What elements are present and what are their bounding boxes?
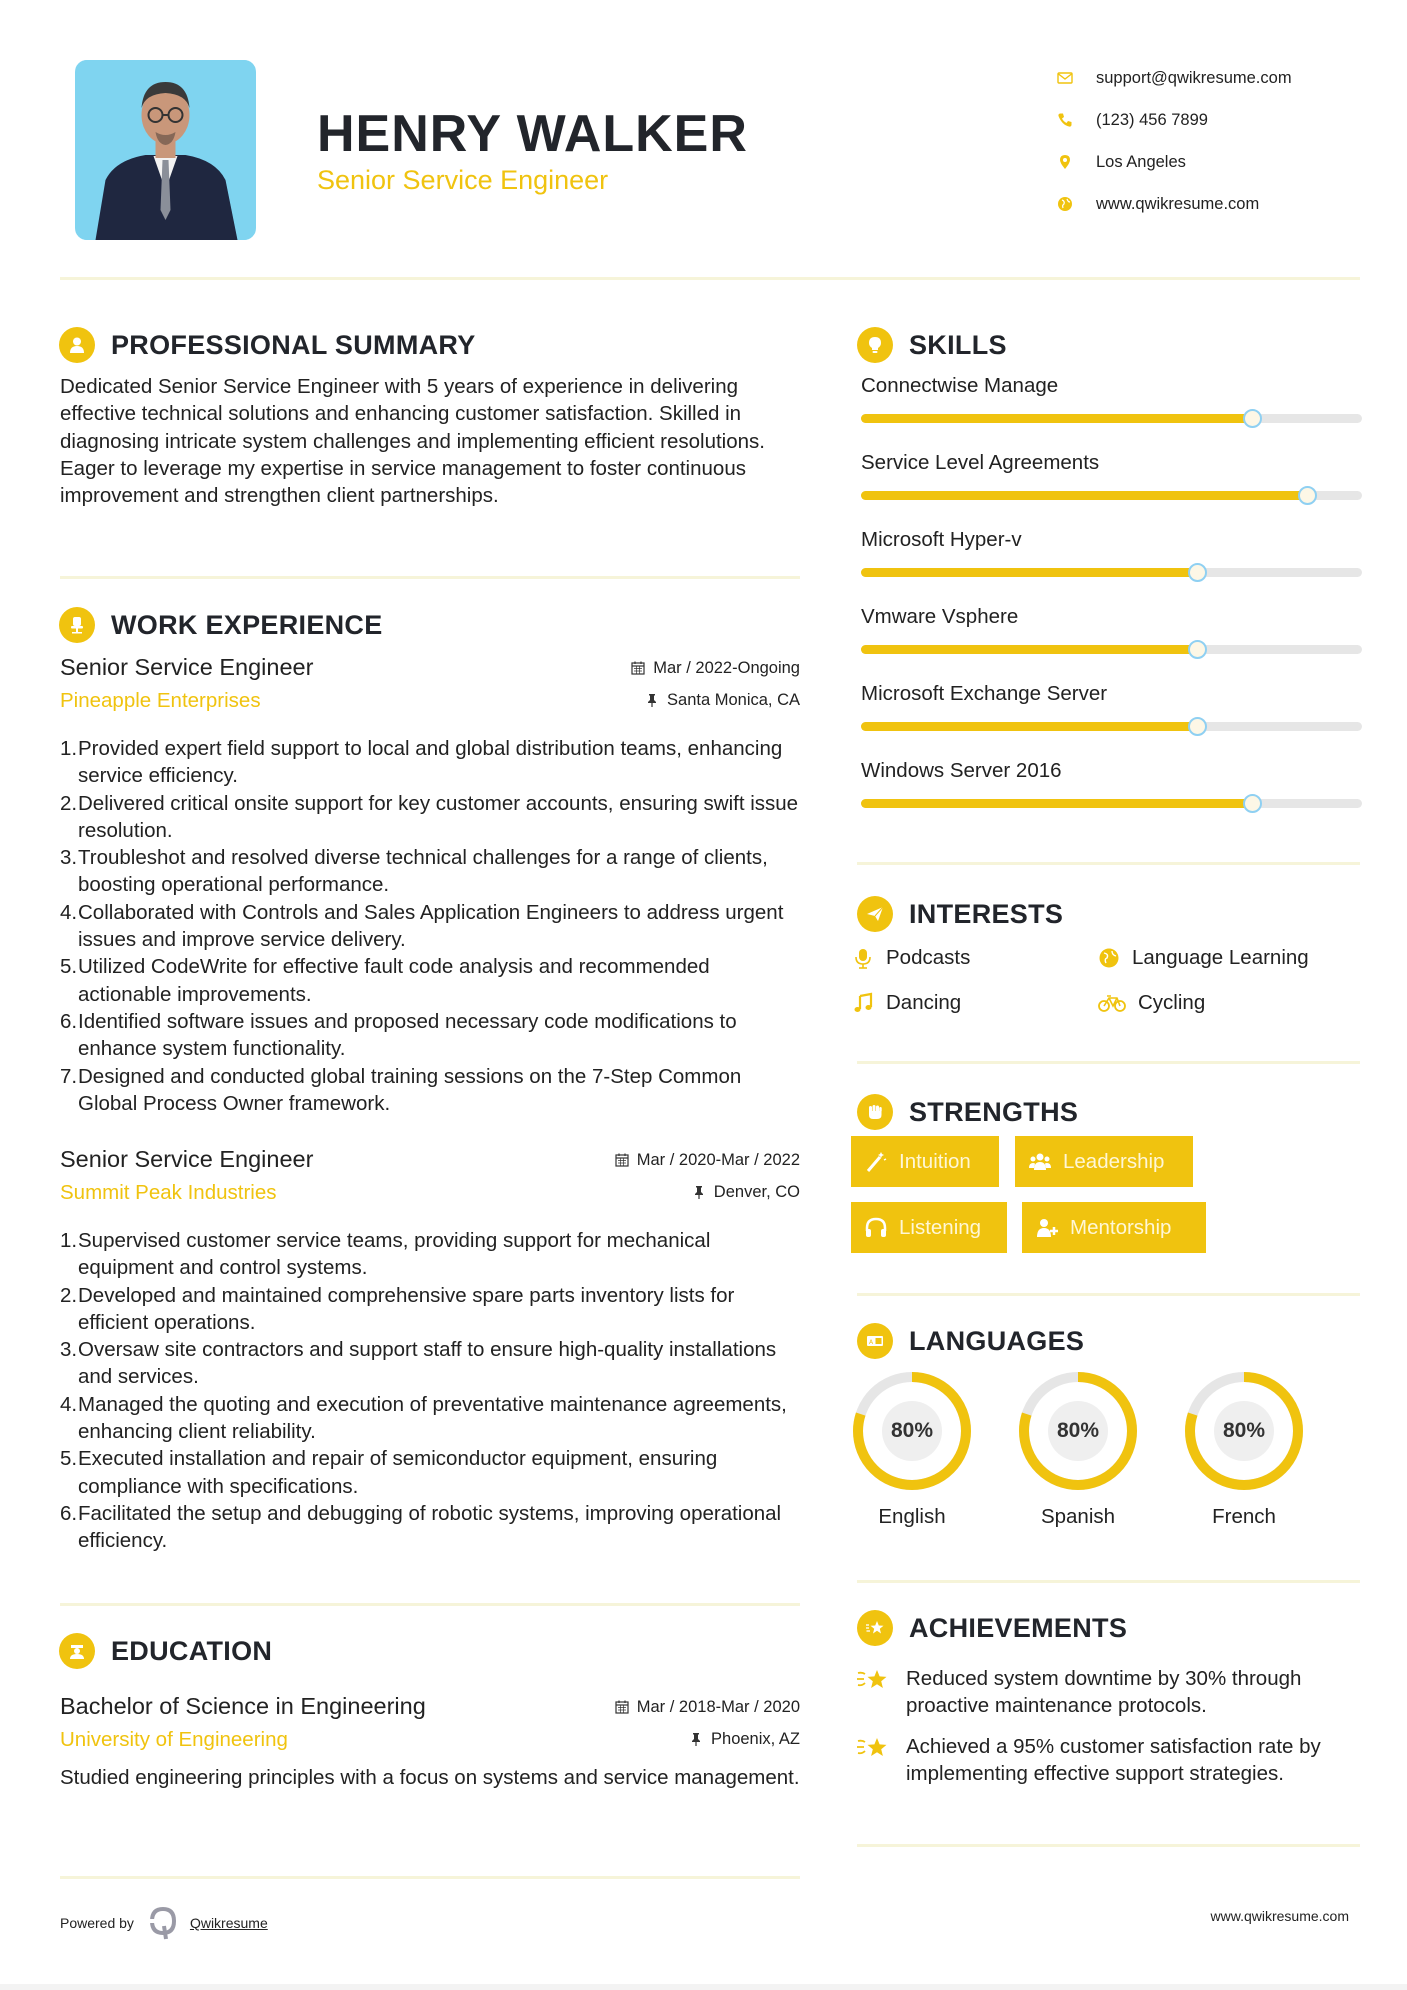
job-bullet: 4. Managed the quoting and execution of preventative maintenance agreements, enhancing client reliability. [60,1392,787,1444]
office-chair-icon [59,607,95,643]
job-bullets [60,735,800,1117]
experience-divider [60,1603,800,1606]
skill-fill [861,414,1252,423]
footer-powered-by [60,1906,268,1940]
calendar-icon [615,1700,629,1714]
job-bullet: 5. Executed installation and repair of semiconductor equipment, ensuring compliance with specifications. [60,1447,718,1498]
language-item [1016,1369,1140,1529]
contact-website[interactable] [1054,183,1292,225]
skill-item [861,605,1362,629]
profile-photo [75,60,256,240]
skill-item [861,682,1362,706]
job-bullet: 6. Identified software issues and proposed necessary code modifications to enhance system functionality. [60,1009,737,1061]
group-icon [1028,1150,1052,1174]
shooting-star-icon [857,1610,893,1646]
contact-phone[interactable] [1054,99,1292,141]
job-dates [615,1151,800,1170]
svg-text:A: A [869,1339,874,1346]
globe-icon [1098,947,1120,969]
strength-label: Listening [899,1215,982,1239]
phone-icon [1054,109,1076,131]
job-bullet: 7. Designed and conducted global training sessions on the 7-Step Common Global Process Owner framework. [60,1064,742,1115]
skill-slider[interactable] [861,645,1362,654]
skill-name: Windows Server 2016 [861,759,1062,782]
skill-fill [861,722,1197,731]
strengths-title: STRENGTHS [909,1096,1079,1127]
education-divider [60,1876,800,1879]
skill-knob[interactable] [1188,640,1207,659]
skill-knob[interactable] [1298,486,1317,505]
language-progress-ring [1182,1369,1306,1493]
interest-item [852,991,961,1015]
job-bullet: 4. Collaborated with Controls and Sales Application Engineers to address urgent issues and improve service delivery. [60,900,784,952]
summary-heading [59,327,476,363]
strengths-divider [857,1293,1360,1296]
skills-title: SKILLS [909,329,1007,360]
bicycle-icon [1098,992,1126,1014]
candidate-name: HENRY WALKER [317,105,748,163]
map-pin-icon [1054,151,1076,173]
job-bullets [60,1227,800,1555]
user-plus-icon [1035,1216,1059,1240]
skill-name: Vmware Vsphere [861,605,1019,628]
job-location-text: Denver, CO [713,1182,800,1201]
contact-email[interactable] [1054,57,1292,99]
job-title: Senior Service Engineer [60,1146,314,1172]
language-percent: 80% [1222,1419,1266,1442]
interests-title: INTERESTS [909,898,1064,929]
job-bullet: 3. Oversaw site contractors and support staff to ensure high-quality installations and services. [60,1338,777,1389]
experience-title: WORK EXPERIENCE [111,609,383,640]
job-bullet: 1. Supervised customer service teams, providing support for mechanical equipment and control systems. [60,1229,711,1280]
job-location [692,1183,800,1202]
school-name: University of Engineering [60,1728,288,1751]
globe-icon [1054,193,1076,215]
language-progress-ring [850,1369,974,1493]
shooting-star-icon [855,1735,889,1763]
person-portrait-icon [75,60,256,240]
strength-tag [851,1136,999,1187]
job-dates-text: Mar / 2022-Ongoing [653,658,800,677]
music-note-icon [852,992,874,1014]
skill-name: Connectwise Manage [861,374,1059,397]
job-bullet: 2. Delivered critical onsite support for key customer accounts, ensuring swift issue resolution. [60,791,799,842]
job-bullet: 6. Facilitated the setup and debugging of robotic systems, improving operational efficiency. [60,1501,782,1553]
strength-tag [1015,1136,1193,1187]
interests-divider [857,1061,1360,1064]
skill-fill [861,568,1197,577]
language-name: French [1212,1505,1276,1528]
magic-wand-icon [864,1150,888,1174]
skill-knob[interactable] [1243,409,1262,428]
skill-name: Microsoft Exchange Server [861,682,1108,705]
language-name: English [878,1505,946,1528]
header-divider [60,277,1360,280]
achievement-item [855,1665,1365,1720]
skill-knob[interactable] [1188,563,1207,582]
language-icon [857,1323,893,1359]
candidate-title: Senior Service Engineer [317,165,609,195]
skill-item [861,374,1362,398]
strength-label: Leadership [1063,1149,1165,1173]
strength-label: Intuition [899,1149,971,1173]
skill-fill [861,491,1307,500]
calendar-icon [615,1153,629,1167]
education-location [689,1730,800,1749]
job-bullet: 1. Provided expert field support to local and global distribution teams, enhancing service efficiency. [60,737,783,788]
interest-label: Language Learning [1132,946,1309,969]
interest-item [1098,991,1205,1015]
job-location-text: Santa Monica, CA [667,690,800,709]
education-dates-text: Mar / 2018-Mar / 2020 [636,1697,800,1716]
job-company: Summit Peak Industries [60,1181,277,1204]
graduate-icon [59,1633,95,1669]
language-percent: 80% [890,1419,934,1442]
achievement-text: Reduced system downtime by 30% through proactive maintenance protocols. [906,1667,1302,1718]
envelope-icon [1054,67,1076,89]
achievement-item [855,1733,1365,1788]
skill-name: Microsoft Hyper-v [861,528,1022,551]
language-percent: 80% [1056,1419,1100,1442]
interest-item [1098,946,1309,970]
skills-heading [857,327,1007,363]
job-bullet: 2. Developed and maintained comprehensive spare parts inventory lists for efficient operations. [60,1283,735,1334]
paper-plane-icon [857,896,893,932]
strength-tag [851,1202,1007,1253]
job-dates [631,659,800,678]
interest-label: Podcasts [886,946,971,969]
qwikresume-link[interactable]: Qwikresume [189,1915,268,1931]
education-entry [60,1693,800,1791]
contact-email-text: support@qwikresume.com [1096,68,1292,87]
skill-knob[interactable] [1188,717,1207,736]
contact-list [1054,57,1292,225]
strength-tag [1022,1202,1206,1253]
job-title: Senior Service Engineer [60,654,314,680]
fist-icon [857,1094,893,1130]
skill-item [861,528,1362,552]
job-location [645,691,800,710]
interests-heading [857,896,1063,932]
interest-item [852,946,970,970]
skill-slider[interactable] [861,799,1362,808]
calendar-icon [631,661,645,675]
education-title: EDUCATION [111,1635,273,1666]
skill-fill [861,645,1197,654]
languages-divider [857,1580,1360,1583]
education-description: Studied engineering principles with a focus on systems and service management. [60,1766,800,1789]
pushpin-icon [689,1732,703,1746]
page-bottom-edge [0,1984,1407,1990]
job-dates-text: Mar / 2020-Mar / 2022 [636,1150,800,1169]
degree-title: Bachelor of Science in Engineering [60,1693,426,1719]
education-heading [59,1633,272,1669]
language-item [1182,1369,1306,1529]
interest-label: Cycling [1138,991,1206,1014]
job-bullet: 3. Troubleshot and resolved diverse technical challenges for a range of clients, boosting operational performance. [60,846,768,897]
education-dates [615,1698,800,1717]
skill-fill [861,799,1252,808]
microphone-icon [852,947,874,969]
shooting-star-icon [855,1667,889,1695]
pushpin-icon [692,1185,706,1199]
user-icon [59,327,95,363]
summary-divider [60,576,800,579]
achievement-text: Achieved a 95% customer satisfaction rate by implementing effective support strategies. [906,1735,1321,1786]
contact-phone-text: (123) 456 7899 [1096,110,1208,129]
headphones-icon [864,1216,888,1240]
language-progress-ring [1016,1369,1140,1493]
experience-heading [59,607,383,643]
achievements-heading [857,1610,1127,1646]
qwikresume-logo-icon [148,1906,178,1940]
contact-location [1054,141,1292,183]
summary-text: Dedicated Senior Service Engineer with 5 years of experience in delivering effective technical solutions and enhancing customer satisfaction. Skilled in diagnosing intricate system challenges and implementing efficient resolutions. Eager to leverage my expertise in service management to foster continuous improvement and strengthen client partnerships. [60,375,765,508]
contact-website-text: www.qwikresume.com [1096,194,1260,213]
languages-title: LANGUAGES [909,1325,1085,1356]
skill-slider[interactable] [861,568,1362,577]
lightbulb-icon [857,327,893,363]
pushpin-icon [645,693,659,707]
education-location-text: Phoenix, AZ [711,1729,800,1748]
language-name: Spanish [1040,1505,1116,1528]
languages-heading [857,1323,1084,1359]
skill-slider[interactable] [861,491,1362,500]
strength-label: Mentorship [1070,1215,1172,1239]
interest-label: Dancing [886,991,962,1014]
footer-website-link[interactable]: www.qwikresume.com [1210,1908,1349,1924]
skill-name: Service Level Agreements [861,451,1100,474]
skill-item [861,451,1362,475]
skill-slider[interactable] [861,722,1362,731]
achievements-divider [857,1844,1360,1847]
skill-knob[interactable] [1243,794,1262,813]
skill-slider[interactable] [861,414,1362,423]
job-company: Pineapple Enterprises [60,689,261,712]
job-entry-2 [60,1146,800,1555]
language-item [850,1369,974,1529]
contact-location-text: Los Angeles [1096,152,1186,171]
skills-divider [857,862,1360,865]
summary-title: PROFESSIONAL SUMMARY [111,329,476,360]
powered-by-label: Powered by [60,1915,134,1931]
job-entry-1 [60,654,800,1117]
skill-item [861,759,1362,783]
strengths-heading [857,1094,1078,1130]
job-bullet: 5. Utilized CodeWrite for effective fault code analysis and recommended actionable improvements. [60,955,710,1006]
achievements-title: ACHIEVEMENTS [909,1612,1128,1643]
